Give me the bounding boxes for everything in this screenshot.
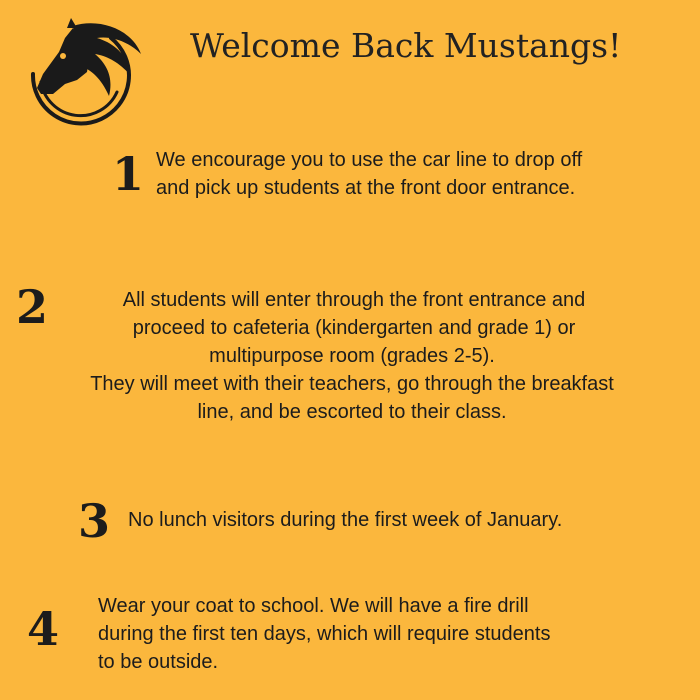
item-text-2 bbox=[36, 286, 668, 426]
item-number-4: 4 bbox=[27, 602, 60, 656]
item-line: line, and be escorted to their class. bbox=[197, 401, 507, 423]
item-line: and pick up students at the front door entrance. bbox=[156, 177, 576, 199]
item-line: No lunch visitors during the first week of January. bbox=[128, 509, 563, 531]
item-line: multipurpose room (grades 2-5). bbox=[209, 345, 495, 367]
item-line: We encourage you to use the car line to drop off bbox=[156, 149, 583, 171]
item-line: during the first ten days, which will require students bbox=[98, 623, 551, 645]
item-line: They will meet with their teachers, go through the breakfast bbox=[90, 373, 614, 395]
item-line: proceed to cafeteria (kindergarten and grade 1) or bbox=[132, 317, 576, 339]
item-line: All students will enter through the front entrance and bbox=[122, 289, 586, 311]
item-number-1: 1 bbox=[112, 147, 145, 201]
mustang-horse-head-icon bbox=[13, 14, 149, 134]
item-text-1 bbox=[156, 146, 582, 202]
item-line: Wear your coat to school. We will have a fire drill bbox=[98, 595, 529, 617]
item-number-2: 2 bbox=[16, 280, 49, 334]
item-text-4 bbox=[98, 592, 550, 676]
item-number-3: 3 bbox=[78, 494, 111, 548]
page-title: Welcome Back Mustangs! bbox=[190, 26, 622, 65]
item-line: to be outside. bbox=[98, 651, 219, 673]
item-text-3 bbox=[128, 506, 562, 534]
